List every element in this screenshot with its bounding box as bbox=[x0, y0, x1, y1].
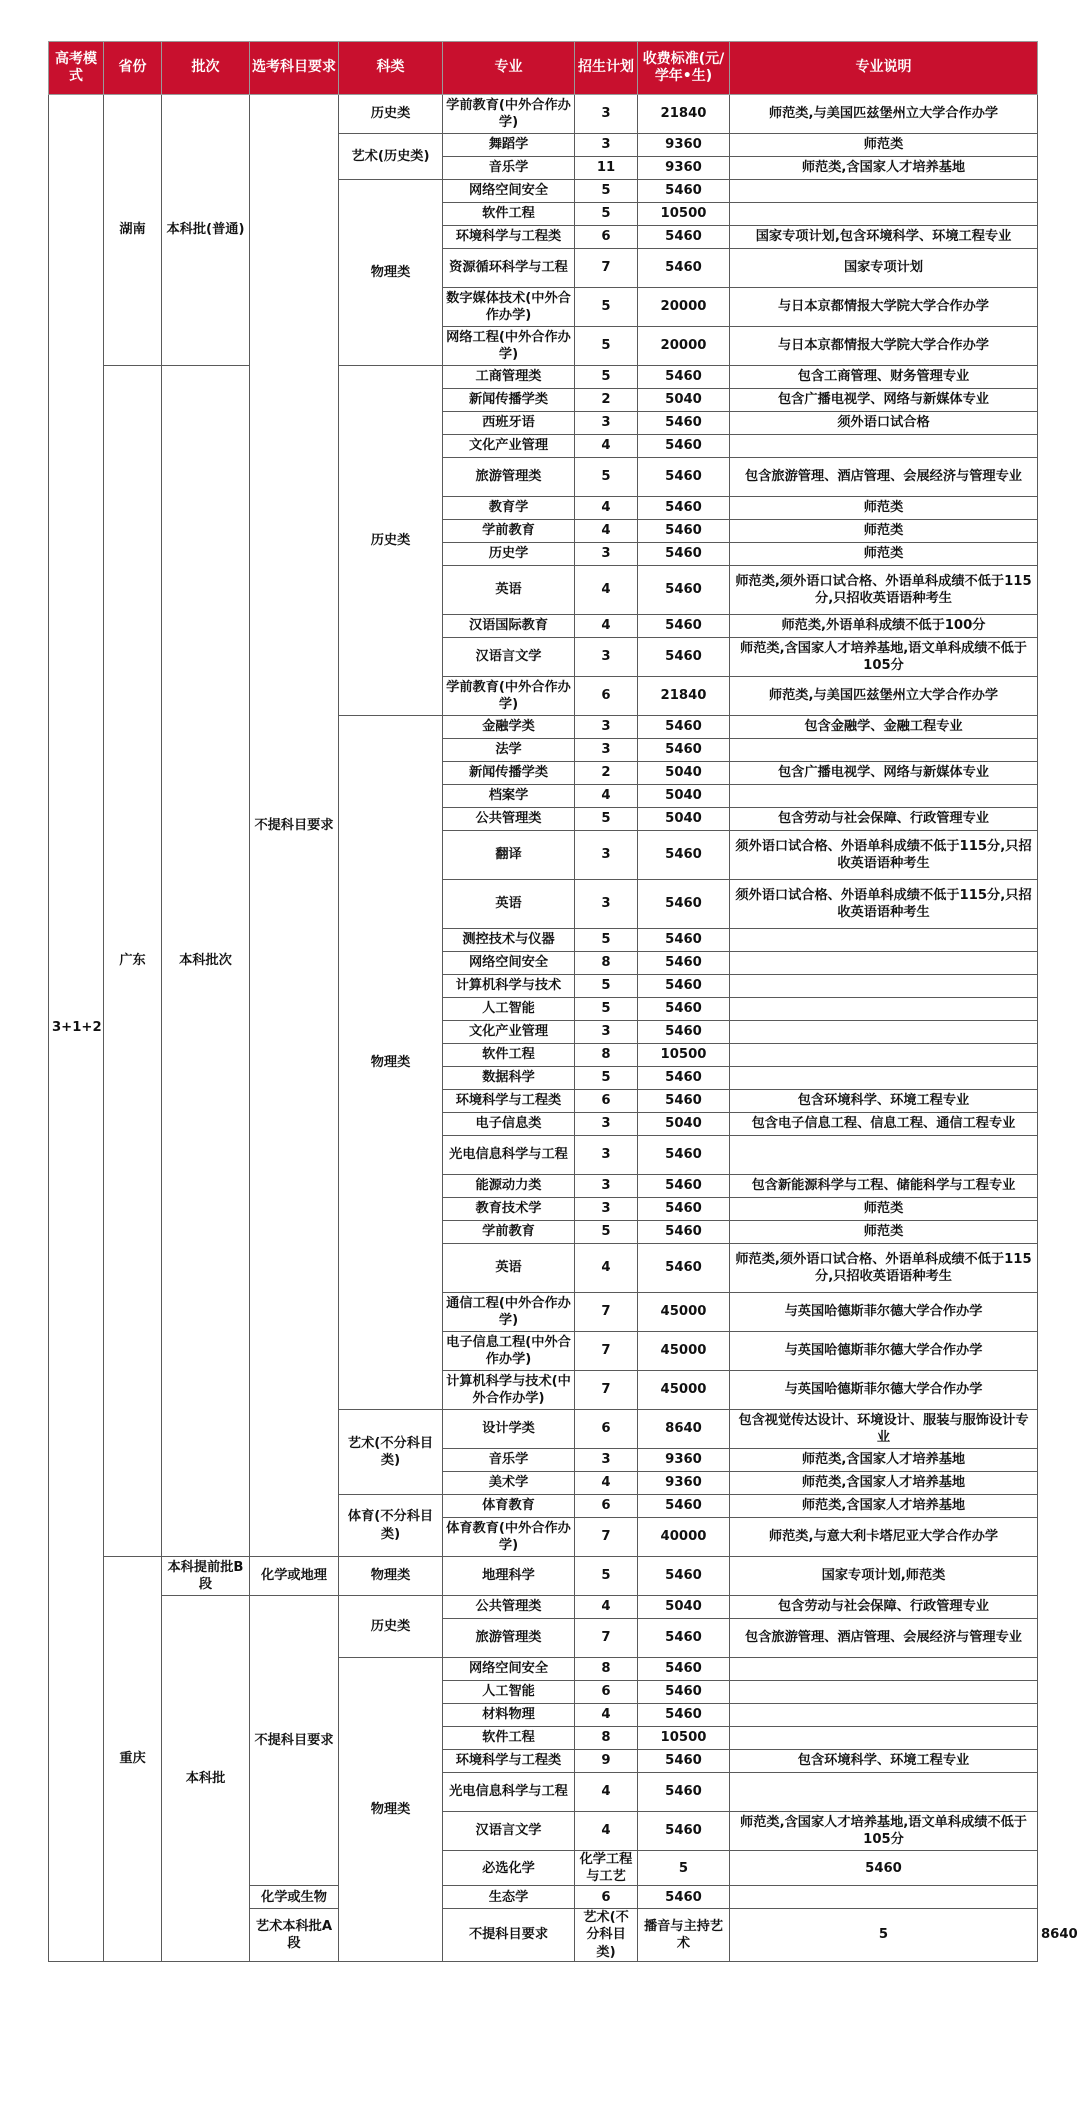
category-cell: 艺术(不分科目类) bbox=[339, 1410, 443, 1495]
description-cell: 师范类,与美国匹兹堡州立大学合作办学 bbox=[730, 677, 1038, 716]
plan-cell: 5 bbox=[638, 1851, 730, 1886]
major-cell: 网络空间安全 bbox=[443, 952, 575, 975]
fee-cell: 5460 bbox=[638, 366, 730, 389]
batch-cell-cq-early: 本科提前批B段 bbox=[162, 1557, 250, 1596]
fee-cell: 5040 bbox=[638, 808, 730, 831]
fee-cell: 5460 bbox=[638, 1090, 730, 1113]
description-cell: 包含视觉传达设计、环境设计、服装与服饰设计专业 bbox=[730, 1410, 1038, 1449]
plan-cell: 5 bbox=[575, 808, 638, 831]
fee-cell: 5460 bbox=[638, 226, 730, 249]
major-cell: 新闻传播学类 bbox=[443, 762, 575, 785]
fee-cell: 5460 bbox=[638, 458, 730, 497]
description-cell bbox=[730, 1136, 1038, 1175]
mode-cell: 3+1+2 bbox=[49, 95, 104, 1962]
subject-requirement-cell: 必选化学 bbox=[443, 1851, 575, 1886]
table-row bbox=[49, 366, 1038, 389]
plan-cell: 7 bbox=[575, 1332, 638, 1371]
subject-requirement-cell: 不提科目要求 bbox=[443, 1909, 575, 1961]
fee-cell: 45000 bbox=[638, 1293, 730, 1332]
batch-cell-guangdong: 本科批次 bbox=[162, 366, 250, 1557]
major-cell: 体育教育 bbox=[443, 1495, 575, 1518]
plan-cell: 3 bbox=[575, 1136, 638, 1175]
fee-cell: 5460 bbox=[638, 1681, 730, 1704]
fee-cell: 5460 bbox=[638, 1021, 730, 1044]
description-cell: 包含新能源科学与工程、储能科学与工程专业 bbox=[730, 1175, 1038, 1198]
fee-cell: 5460 bbox=[638, 543, 730, 566]
description-cell: 须外语口试合格 bbox=[730, 412, 1038, 435]
plan-cell: 4 bbox=[575, 1812, 638, 1851]
category-cell: 艺术(不分科目类) bbox=[575, 1909, 638, 1961]
province-cell-guangdong: 广东 bbox=[104, 366, 162, 1557]
category-cell: 物理类 bbox=[339, 716, 443, 1410]
plan-cell: 8 bbox=[575, 952, 638, 975]
fee-cell: 5460 bbox=[638, 1067, 730, 1090]
major-cell: 网络工程(中外合作办学) bbox=[443, 327, 575, 366]
plan-cell: 5 bbox=[575, 998, 638, 1021]
subject-requirement-cell: 不提科目要求 bbox=[250, 1596, 339, 1886]
plan-cell: 3 bbox=[575, 134, 638, 157]
plan-cell: 4 bbox=[575, 1773, 638, 1812]
description-cell: 包含工商管理、财务管理专业 bbox=[730, 366, 1038, 389]
major-cell: 汉语言文学 bbox=[443, 638, 575, 677]
description-cell: 包含旅游管理、酒店管理、会展经济与管理专业 bbox=[730, 458, 1038, 497]
description-cell bbox=[730, 435, 1038, 458]
plan-cell: 3 bbox=[575, 543, 638, 566]
table-header-row bbox=[49, 42, 1038, 95]
fee-cell: 5460 bbox=[730, 1851, 1038, 1886]
major-cell: 学前教育 bbox=[443, 1221, 575, 1244]
major-cell: 人工智能 bbox=[443, 1681, 575, 1704]
plan-cell: 4 bbox=[575, 497, 638, 520]
plan-cell: 3 bbox=[575, 880, 638, 929]
major-cell: 软件工程 bbox=[443, 1044, 575, 1067]
description-cell: 国家专项计划,师范类 bbox=[730, 1557, 1038, 1596]
description-cell: 师范类,外语单科成绩不低于100分 bbox=[730, 615, 1038, 638]
plan-cell: 6 bbox=[575, 1410, 638, 1449]
plan-cell: 4 bbox=[575, 520, 638, 543]
major-cell: 电子信息工程(中外合作办学) bbox=[443, 1332, 575, 1371]
plan-cell: 5 bbox=[575, 1557, 638, 1596]
description-cell bbox=[730, 1021, 1038, 1044]
description-cell: 包含旅游管理、酒店管理、会展经济与管理专业 bbox=[730, 1619, 1038, 1658]
fee-cell: 5460 bbox=[638, 1750, 730, 1773]
major-cell: 数据科学 bbox=[443, 1067, 575, 1090]
major-cell: 材料物理 bbox=[443, 1704, 575, 1727]
major-cell: 播音与主持艺术 bbox=[638, 1909, 730, 1961]
fee-cell: 5460 bbox=[638, 716, 730, 739]
major-cell: 学前教育(中外合作办学) bbox=[443, 677, 575, 716]
description-cell: 师范类,含国家人才培养基地,语文单科成绩不低于105分 bbox=[730, 638, 1038, 677]
plan-cell: 4 bbox=[575, 1596, 638, 1619]
fee-cell: 5040 bbox=[638, 762, 730, 785]
description-cell: 包含广播电视学、网络与新媒体专业 bbox=[730, 389, 1038, 412]
plan-cell: 5 bbox=[575, 975, 638, 998]
fee-cell: 5460 bbox=[638, 739, 730, 762]
description-cell: 与英国哈德斯菲尔德大学合作办学 bbox=[730, 1332, 1038, 1371]
fee-cell: 9360 bbox=[638, 157, 730, 180]
description-cell: 包含劳动与社会保障、行政管理专业 bbox=[730, 1596, 1038, 1619]
major-cell: 化学工程与工艺 bbox=[575, 1851, 638, 1886]
table-row bbox=[49, 1596, 1038, 1619]
fee-cell: 5460 bbox=[638, 929, 730, 952]
major-cell: 软件工程 bbox=[443, 203, 575, 226]
plan-cell: 5 bbox=[575, 1067, 638, 1090]
major-cell: 翻译 bbox=[443, 831, 575, 880]
header-batch: 批次 bbox=[162, 42, 250, 95]
description-cell: 与日本京都情报大学院大学合作办学 bbox=[730, 327, 1038, 366]
fee-cell: 5460 bbox=[638, 1175, 730, 1198]
fee-cell: 45000 bbox=[638, 1371, 730, 1410]
table-row bbox=[49, 95, 1038, 134]
major-cell: 公共管理类 bbox=[443, 1596, 575, 1619]
major-cell: 汉语国际教育 bbox=[443, 615, 575, 638]
fee-cell: 5460 bbox=[638, 1557, 730, 1596]
major-cell: 测控技术与仪器 bbox=[443, 929, 575, 952]
fee-cell: 5460 bbox=[638, 412, 730, 435]
fee-cell: 5460 bbox=[638, 1136, 730, 1175]
major-cell: 学前教育 bbox=[443, 520, 575, 543]
major-cell: 电子信息类 bbox=[443, 1113, 575, 1136]
description-cell: 师范类,含国家人才培养基地,语文单科成绩不低于105分 bbox=[730, 1812, 1038, 1851]
plan-cell: 4 bbox=[575, 1244, 638, 1293]
category-cell: 物理类 bbox=[339, 1658, 443, 1962]
description-cell: 师范类,含国家人才培养基地 bbox=[730, 1449, 1038, 1472]
major-cell: 地理科学 bbox=[443, 1557, 575, 1596]
fee-cell: 10500 bbox=[638, 203, 730, 226]
major-cell: 网络空间安全 bbox=[443, 180, 575, 203]
major-cell: 计算机科学与技术(中外合作办学) bbox=[443, 1371, 575, 1410]
plan-cell: 6 bbox=[575, 1886, 638, 1909]
plan-cell: 4 bbox=[575, 1472, 638, 1495]
major-cell: 文化产业管理 bbox=[443, 435, 575, 458]
plan-cell: 3 bbox=[575, 1175, 638, 1198]
description-cell bbox=[730, 180, 1038, 203]
fee-cell: 5460 bbox=[638, 180, 730, 203]
major-cell: 学前教育(中外合作办学) bbox=[443, 95, 575, 134]
description-cell: 包含劳动与社会保障、行政管理专业 bbox=[730, 808, 1038, 831]
major-cell: 音乐学 bbox=[443, 157, 575, 180]
fee-cell: 9360 bbox=[638, 134, 730, 157]
plan-cell: 4 bbox=[575, 566, 638, 615]
category-cell: 体育(不分科目类) bbox=[339, 1495, 443, 1557]
plan-cell: 5 bbox=[575, 180, 638, 203]
plan-cell: 5 bbox=[730, 1909, 1038, 1961]
header-plan: 招生计划 bbox=[575, 42, 638, 95]
category-cell: 历史类 bbox=[339, 95, 443, 134]
fee-cell: 8640 bbox=[638, 1410, 730, 1449]
fee-cell: 5460 bbox=[638, 249, 730, 288]
header-mode: 高考模式 bbox=[49, 42, 104, 95]
major-cell: 英语 bbox=[443, 880, 575, 929]
major-cell: 教育学 bbox=[443, 497, 575, 520]
description-cell bbox=[730, 785, 1038, 808]
fee-cell: 45000 bbox=[638, 1332, 730, 1371]
fee-cell: 5460 bbox=[638, 1244, 730, 1293]
description-cell bbox=[730, 1886, 1038, 1909]
major-cell: 资源循环科学与工程 bbox=[443, 249, 575, 288]
fee-cell: 21840 bbox=[638, 95, 730, 134]
description-cell: 与英国哈德斯菲尔德大学合作办学 bbox=[730, 1293, 1038, 1332]
table-row bbox=[49, 1557, 1038, 1596]
major-cell: 环境科学与工程类 bbox=[443, 226, 575, 249]
description-cell: 包含环境科学、环境工程专业 bbox=[730, 1090, 1038, 1113]
plan-cell: 5 bbox=[575, 327, 638, 366]
fee-cell: 5460 bbox=[638, 435, 730, 458]
fee-cell: 21840 bbox=[638, 677, 730, 716]
plan-cell: 4 bbox=[575, 785, 638, 808]
description-cell: 师范类 bbox=[730, 1198, 1038, 1221]
plan-cell: 2 bbox=[575, 389, 638, 412]
plan-cell: 5 bbox=[575, 929, 638, 952]
header-major: 专业 bbox=[443, 42, 575, 95]
plan-cell: 7 bbox=[575, 1518, 638, 1557]
fee-cell: 5460 bbox=[638, 831, 730, 880]
province-cell-chongqing: 重庆 bbox=[104, 1557, 162, 1962]
description-cell: 师范类,含国家人才培养基地 bbox=[730, 1472, 1038, 1495]
province-cell-hunan: 湖南 bbox=[104, 95, 162, 366]
plan-cell: 4 bbox=[575, 435, 638, 458]
fee-cell: 5460 bbox=[638, 638, 730, 677]
description-cell bbox=[730, 203, 1038, 226]
major-cell: 档案学 bbox=[443, 785, 575, 808]
description-cell bbox=[730, 1044, 1038, 1067]
plan-cell: 7 bbox=[575, 249, 638, 288]
description-cell bbox=[730, 1727, 1038, 1750]
description-cell bbox=[730, 1681, 1038, 1704]
major-cell: 美术学 bbox=[443, 1472, 575, 1495]
major-cell: 舞蹈学 bbox=[443, 134, 575, 157]
batch-cell-cq-art: 艺术本科批A段 bbox=[250, 1909, 339, 1961]
plan-cell: 8 bbox=[575, 1658, 638, 1681]
major-cell: 音乐学 bbox=[443, 1449, 575, 1472]
plan-cell: 8 bbox=[575, 1044, 638, 1067]
fee-cell: 5460 bbox=[638, 1886, 730, 1909]
header-province: 省份 bbox=[104, 42, 162, 95]
admissions-plan-table bbox=[48, 41, 1078, 1962]
fee-cell: 5460 bbox=[638, 952, 730, 975]
description-cell: 须外语口试合格、外语单科成绩不低于115分,只招收英语语种考生 bbox=[730, 880, 1038, 929]
fee-cell: 5460 bbox=[638, 1658, 730, 1681]
description-cell bbox=[730, 929, 1038, 952]
category-cell: 历史类 bbox=[339, 366, 443, 716]
fee-cell: 5460 bbox=[638, 880, 730, 929]
plan-cell: 5 bbox=[575, 458, 638, 497]
description-cell bbox=[730, 998, 1038, 1021]
major-cell: 公共管理类 bbox=[443, 808, 575, 831]
major-cell: 文化产业管理 bbox=[443, 1021, 575, 1044]
major-cell: 计算机科学与技术 bbox=[443, 975, 575, 998]
major-cell: 能源动力类 bbox=[443, 1175, 575, 1198]
major-cell: 光电信息科学与工程 bbox=[443, 1773, 575, 1812]
major-cell: 新闻传播学类 bbox=[443, 389, 575, 412]
plan-cell: 6 bbox=[575, 1495, 638, 1518]
fee-cell: 5460 bbox=[638, 1221, 730, 1244]
major-cell: 法学 bbox=[443, 739, 575, 762]
category-cell: 物理类 bbox=[339, 180, 443, 366]
plan-cell: 3 bbox=[575, 1113, 638, 1136]
description-cell: 包含环境科学、环境工程专业 bbox=[730, 1750, 1038, 1773]
plan-cell: 3 bbox=[575, 739, 638, 762]
description-cell bbox=[730, 1658, 1038, 1681]
table-row: 艺术本科批A段 不提科目要求 艺术(不分科目类) 播音与主持艺术 5 8640 bbox=[49, 1909, 1038, 1961]
subject-requirement-cell: 化学或生物 bbox=[250, 1886, 339, 1909]
major-cell: 生态学 bbox=[443, 1886, 575, 1909]
fee-cell: 5040 bbox=[638, 389, 730, 412]
category-cell: 物理类 bbox=[339, 1557, 443, 1596]
major-cell: 人工智能 bbox=[443, 998, 575, 1021]
fee-cell: 5460 bbox=[638, 998, 730, 1021]
major-cell: 通信工程(中外合作办学) bbox=[443, 1293, 575, 1332]
fee-cell: 5460 bbox=[638, 1198, 730, 1221]
fee-cell: 10500 bbox=[638, 1727, 730, 1750]
header-category: 科类 bbox=[339, 42, 443, 95]
plan-cell: 7 bbox=[575, 1619, 638, 1658]
category-cell: 历史类 bbox=[339, 1596, 443, 1658]
category-cell: 艺术(历史类) bbox=[339, 134, 443, 180]
fee-cell: 5460 bbox=[638, 1619, 730, 1658]
description-cell: 须外语口试合格、外语单科成绩不低于115分,只招收英语语种考生 bbox=[730, 831, 1038, 880]
fee-cell: 5460 bbox=[638, 497, 730, 520]
major-cell: 旅游管理类 bbox=[443, 458, 575, 497]
major-cell: 设计学类 bbox=[443, 1410, 575, 1449]
plan-cell: 2 bbox=[575, 762, 638, 785]
plan-cell: 3 bbox=[575, 831, 638, 880]
plan-cell: 4 bbox=[575, 615, 638, 638]
subject-requirement-cell: 不提科目要求 bbox=[250, 95, 339, 1557]
plan-cell: 3 bbox=[575, 95, 638, 134]
admissions-table-wrapper bbox=[48, 41, 1078, 1962]
description-cell: 与日本京都情报大学院大学合作办学 bbox=[730, 288, 1038, 327]
fee-cell: 5040 bbox=[638, 1113, 730, 1136]
description-cell bbox=[730, 952, 1038, 975]
fee-cell: 5460 bbox=[638, 520, 730, 543]
description-cell: 国家专项计划,包含环境科学、环境工程专业 bbox=[730, 226, 1038, 249]
fee-cell: 9360 bbox=[638, 1449, 730, 1472]
major-cell: 软件工程 bbox=[443, 1727, 575, 1750]
header-description: 专业说明 bbox=[730, 42, 1038, 95]
fee-cell: 9360 bbox=[638, 1472, 730, 1495]
plan-cell: 7 bbox=[575, 1293, 638, 1332]
plan-cell: 5 bbox=[575, 366, 638, 389]
fee-cell: 40000 bbox=[638, 1518, 730, 1557]
plan-cell: 7 bbox=[575, 1371, 638, 1410]
plan-cell: 6 bbox=[575, 226, 638, 249]
major-cell: 光电信息科学与工程 bbox=[443, 1136, 575, 1175]
fee-cell: 5460 bbox=[638, 566, 730, 615]
header-subject-requirement: 选考科目要求 bbox=[250, 42, 339, 95]
fee-cell: 5460 bbox=[638, 615, 730, 638]
major-cell: 旅游管理类 bbox=[443, 1619, 575, 1658]
plan-cell: 5 bbox=[575, 203, 638, 226]
fee-cell: 5460 bbox=[638, 1495, 730, 1518]
description-cell: 师范类,含国家人才培养基地 bbox=[730, 157, 1038, 180]
major-cell: 教育技术学 bbox=[443, 1198, 575, 1221]
major-cell: 金融学类 bbox=[443, 716, 575, 739]
description-cell: 师范类,与意大利卡塔尼亚大学合作办学 bbox=[730, 1518, 1038, 1557]
plan-cell: 9 bbox=[575, 1750, 638, 1773]
description-cell bbox=[730, 1704, 1038, 1727]
major-cell: 工商管理类 bbox=[443, 366, 575, 389]
description-cell: 师范类,须外语口试合格、外语单科成绩不低于115分,只招收英语语种考生 bbox=[730, 1244, 1038, 1293]
fee-cell: 5460 bbox=[638, 1773, 730, 1812]
major-cell: 网络空间安全 bbox=[443, 1658, 575, 1681]
description-cell bbox=[730, 1067, 1038, 1090]
description-cell: 包含广播电视学、网络与新媒体专业 bbox=[730, 762, 1038, 785]
major-cell: 环境科学与工程类 bbox=[443, 1750, 575, 1773]
description-cell: 师范类 bbox=[730, 543, 1038, 566]
batch-cell-cq-main: 本科批 bbox=[162, 1596, 250, 1962]
batch-cell-hunan: 本科批(普通) bbox=[162, 95, 250, 366]
description-cell: 师范类,须外语口试合格、外语单科成绩不低于115分,只招收英语语种考生 bbox=[730, 566, 1038, 615]
major-cell: 体育教育(中外合作办学) bbox=[443, 1518, 575, 1557]
description-cell: 师范类,与美国匹兹堡州立大学合作办学 bbox=[730, 95, 1038, 134]
plan-cell: 3 bbox=[575, 638, 638, 677]
plan-cell: 3 bbox=[575, 1021, 638, 1044]
fee-cell: 5040 bbox=[638, 785, 730, 808]
header-fee: 收费标准(元/学年•生) bbox=[638, 42, 730, 95]
major-cell: 英语 bbox=[443, 566, 575, 615]
description-cell: 师范类,含国家人才培养基地 bbox=[730, 1495, 1038, 1518]
plan-cell: 8 bbox=[575, 1727, 638, 1750]
plan-cell: 6 bbox=[575, 1681, 638, 1704]
fee-cell: 5460 bbox=[638, 975, 730, 998]
fee-cell: 5460 bbox=[638, 1812, 730, 1851]
description-cell: 与英国哈德斯菲尔德大学合作办学 bbox=[730, 1371, 1038, 1410]
description-cell: 包含金融学、金融工程专业 bbox=[730, 716, 1038, 739]
plan-cell: 5 bbox=[575, 1221, 638, 1244]
description-cell: 师范类 bbox=[730, 520, 1038, 543]
fee-cell: 5040 bbox=[638, 1596, 730, 1619]
plan-cell: 3 bbox=[575, 1449, 638, 1472]
major-cell: 汉语言文学 bbox=[443, 1812, 575, 1851]
major-cell: 西班牙语 bbox=[443, 412, 575, 435]
plan-cell: 5 bbox=[575, 288, 638, 327]
fee-cell: 20000 bbox=[638, 327, 730, 366]
description-cell bbox=[730, 1773, 1038, 1812]
fee-cell: 10500 bbox=[638, 1044, 730, 1067]
description-cell bbox=[730, 739, 1038, 762]
plan-cell: 11 bbox=[575, 157, 638, 180]
plan-cell: 6 bbox=[575, 677, 638, 716]
plan-cell: 6 bbox=[575, 1090, 638, 1113]
description-cell: 师范类 bbox=[730, 134, 1038, 157]
major-cell: 历史学 bbox=[443, 543, 575, 566]
major-cell: 环境科学与工程类 bbox=[443, 1090, 575, 1113]
plan-cell: 3 bbox=[575, 412, 638, 435]
plan-cell: 3 bbox=[575, 716, 638, 739]
fee-cell: 5460 bbox=[638, 1704, 730, 1727]
plan-cell: 4 bbox=[575, 1704, 638, 1727]
description-cell: 师范类 bbox=[730, 1221, 1038, 1244]
description-cell: 国家专项计划 bbox=[730, 249, 1038, 288]
subject-requirement-cell: 化学或地理 bbox=[250, 1557, 339, 1596]
description-cell: 师范类 bbox=[730, 497, 1038, 520]
major-cell: 数字媒体技术(中外合作办学) bbox=[443, 288, 575, 327]
description-cell bbox=[730, 975, 1038, 998]
major-cell: 英语 bbox=[443, 1244, 575, 1293]
fee-cell: 20000 bbox=[638, 288, 730, 327]
plan-cell: 3 bbox=[575, 1198, 638, 1221]
description-cell: 包含电子信息工程、信息工程、通信工程专业 bbox=[730, 1113, 1038, 1136]
